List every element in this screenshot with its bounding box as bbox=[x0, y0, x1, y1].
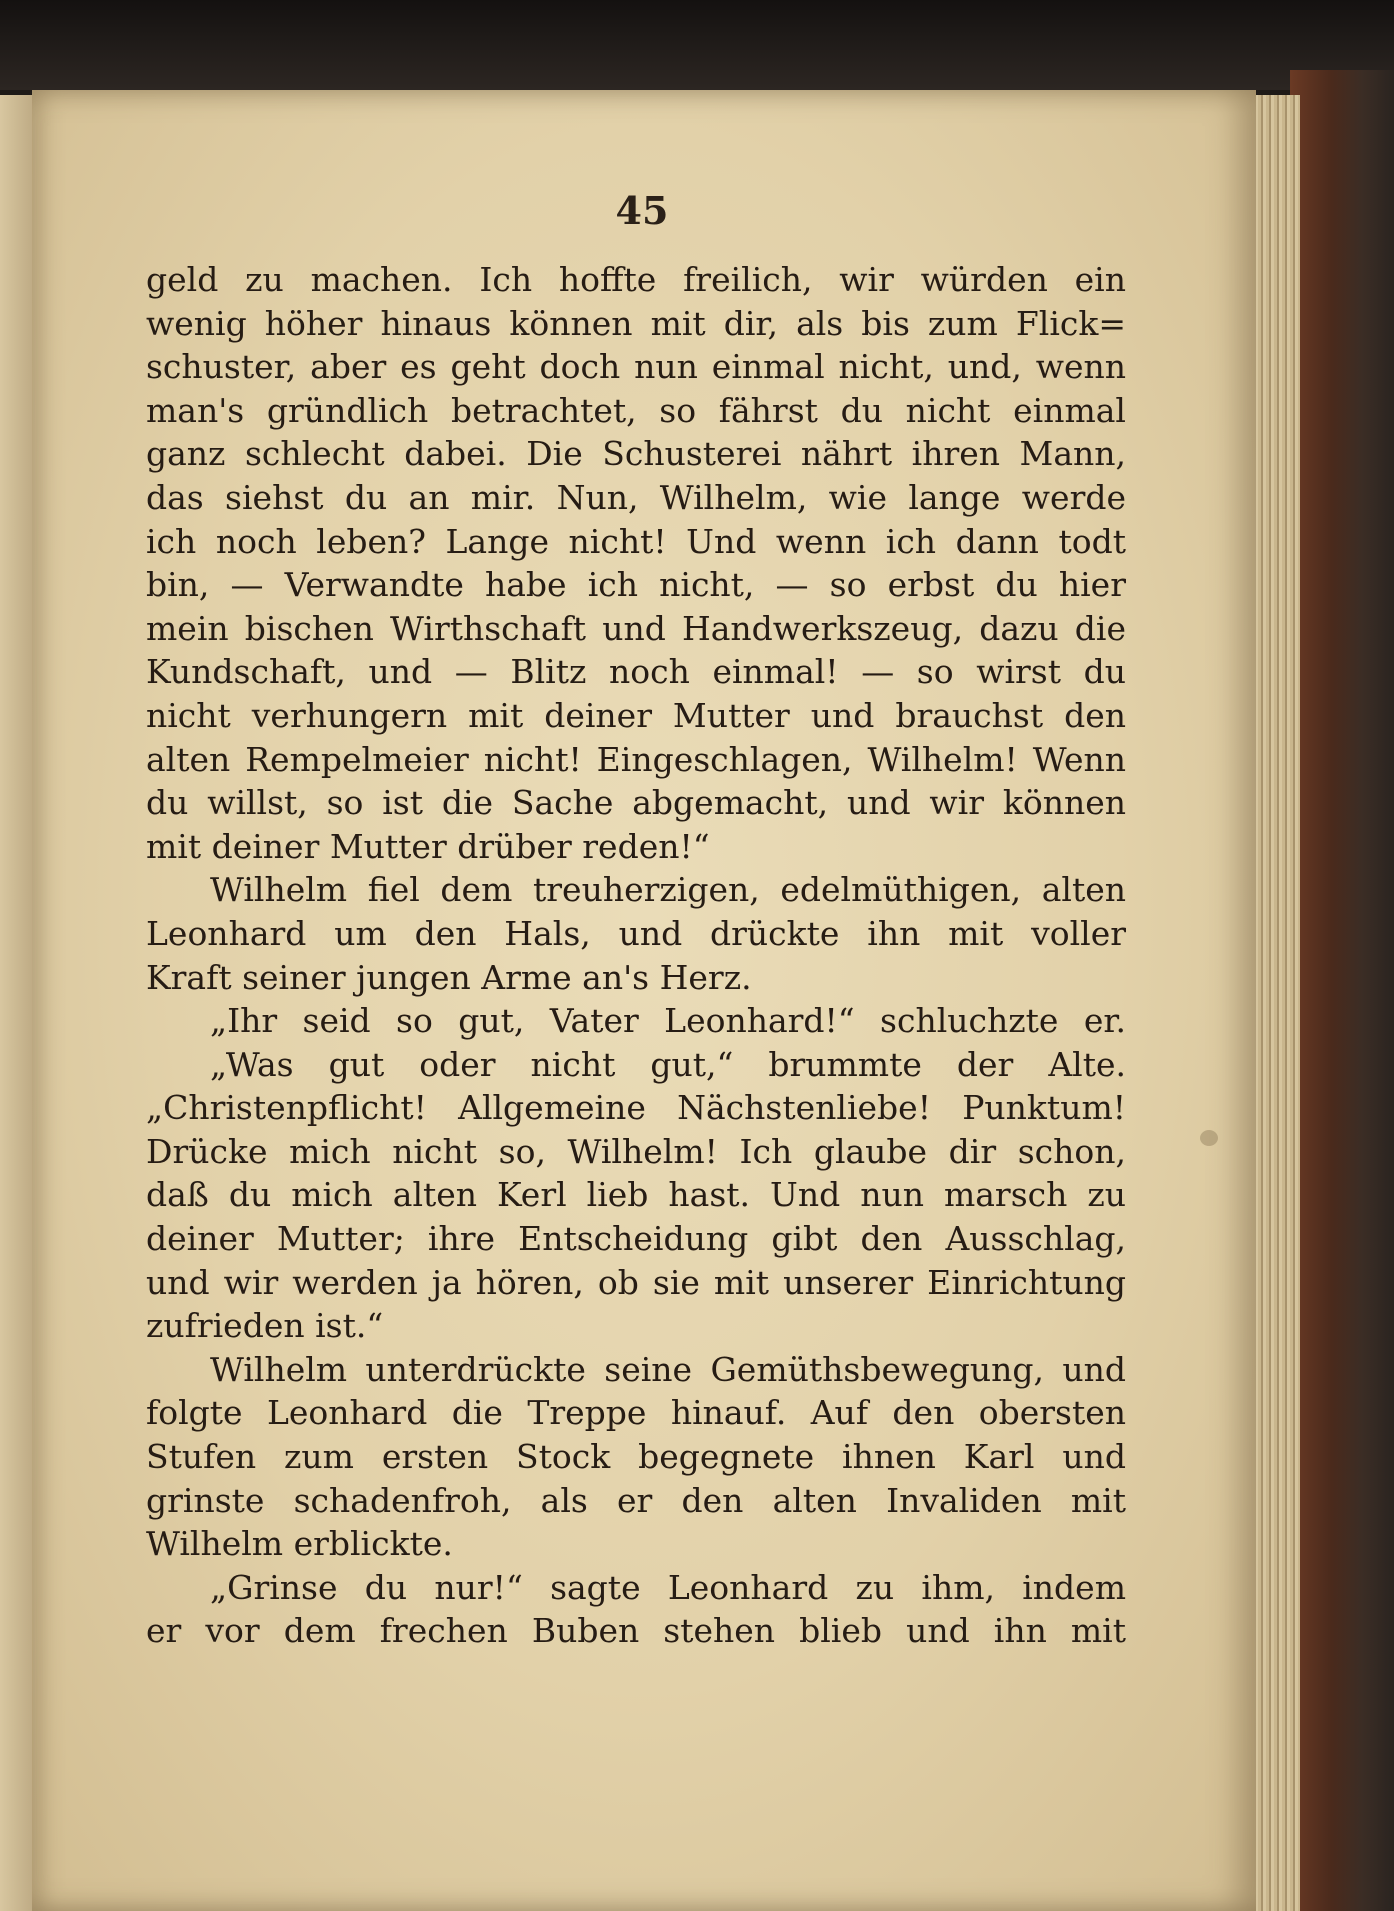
page-number: 45 bbox=[615, 188, 669, 233]
text-line: ganz schlecht dabei. Die Schusterei nährt ihren Mann, bbox=[146, 434, 1126, 474]
text-line: deiner Mutter; ihre Entscheidung gibt den Ausschlag, bbox=[146, 1219, 1126, 1259]
text-line: bin, — Verwandte habe ich nicht, — so erbst du hier bbox=[146, 565, 1126, 605]
text-line: wenig höher hinaus können mit dir, als bis zum Flick= bbox=[146, 303, 1126, 343]
text-line: Drücke mich nicht so, Wilhelm! Ich glaube dir schon, bbox=[146, 1131, 1126, 1171]
text-line: Stufen zum ersten Stock begegnete ihnen Karl und bbox=[146, 1437, 1126, 1477]
page-stack-edge bbox=[1250, 95, 1300, 1911]
text-line: Wilhelm erblickte. bbox=[146, 1524, 453, 1564]
text-line: ich noch leben? Lange nicht! Und wenn ich dann todt bbox=[146, 521, 1126, 561]
top-shadow bbox=[0, 0, 1394, 90]
text-line: und wir werden ja hören, ob sie mit unserer Einrichtung bbox=[146, 1262, 1126, 1302]
text-line: das siehst du an mir. Nun, Wilhelm, wie lange werde bbox=[146, 477, 1126, 517]
paper-stain bbox=[1200, 1130, 1218, 1146]
text-line: schuster, aber es geht doch nun einmal nicht, und, wenn bbox=[146, 347, 1126, 387]
text-line: geld zu machen. Ich hoffte freilich, wir würden ein bbox=[146, 260, 1126, 299]
text-line: nicht verhungern mit deiner Mutter und brauchst den bbox=[146, 695, 1126, 735]
text-line: zufrieden ist.“ bbox=[146, 1306, 384, 1346]
paragraph-start: „Ihr seid so gut, Vater Leonhard!“ schluchzte er. bbox=[210, 1001, 1126, 1041]
text-line: Kundschaft, und — Blitz noch einmal! — so wirst du bbox=[146, 652, 1126, 692]
text-line: alten Rempelmeier nicht! Eingeschlagen, Wilhelm! Wenn bbox=[146, 739, 1126, 779]
text-line: er vor dem frechen Buben stehen blieb und ihn mit bbox=[146, 1611, 1126, 1651]
paragraph-start: Wilhelm fiel dem treuherzigen, edelmüthigen, alten bbox=[210, 870, 1126, 910]
text-line: mit deiner Mutter drüber reden!“ bbox=[146, 826, 710, 866]
paragraph-start: „Grinse du nur!“ sagte Leonhard zu ihm, indem bbox=[210, 1567, 1126, 1607]
text-line: du willst, so ist die Sache abgemacht, und wir können bbox=[146, 783, 1126, 823]
text-line: grinste schadenfroh, als er den alten Invaliden mit bbox=[146, 1480, 1126, 1520]
text-line: daß du mich alten Kerl lieb hast. Und nun marsch zu bbox=[146, 1175, 1126, 1215]
text-line: Leonhard um den Hals, und drückte ihn mit voller bbox=[146, 913, 1126, 953]
paragraph-start: Wilhelm unterdrückte seine Gemüthsbewegung, und bbox=[210, 1349, 1126, 1389]
body-text bbox=[146, 258, 1126, 1653]
text-line: „Christenpflicht! Allgemeine Nächstenliebe! Punktum! bbox=[146, 1088, 1126, 1128]
text-line: mein bischen Wirthschaft und Handwerkszeug, dazu die bbox=[146, 608, 1126, 648]
book-cover-edge bbox=[1290, 70, 1394, 1911]
text-line: folgte Leonhard die Treppe hinauf. Auf den obersten bbox=[146, 1393, 1126, 1433]
text-line: man's gründlich betrachtet, so fährst du nicht einmal bbox=[146, 390, 1126, 430]
book-page bbox=[32, 90, 1256, 1911]
paragraph-start: „Was gut oder nicht gut,“ brummte der Alte. bbox=[210, 1044, 1126, 1084]
text-line: Kraft seiner jungen Arme an's Herz. bbox=[146, 957, 752, 997]
